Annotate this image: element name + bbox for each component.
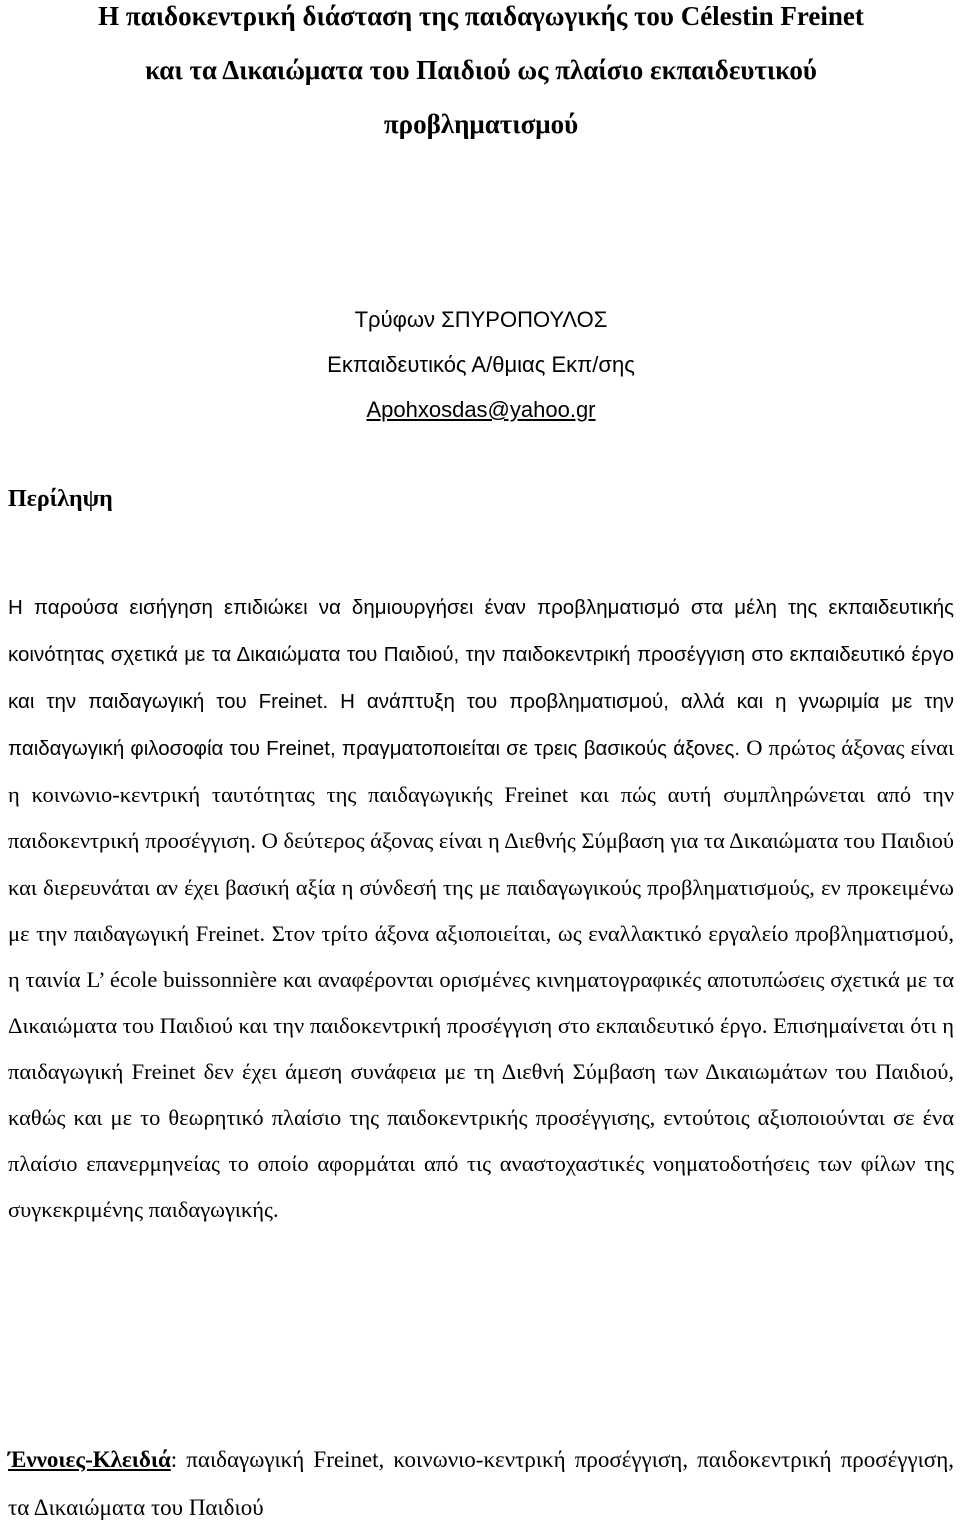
abstract-text-part-2: Ο πρώτος άξονας είναι η κοινωνιο-κεντρική ταυτότητας της παιδαγωγικής Freinet και πώς αυτή συμπληρώνεται από την παιδοκεντρική προσέγγιση. Ο δεύτερος άξονας είναι η Διεθνής Σύμβαση για τα Δικαιώματα του Παιδιού και διερευνάται αν έχει βασική αξία η σύνδεσή της με παιδαγωγικούς προβληματισμούς, εν προκειμένω με την παιδαγωγική Freinet. Στον τρίτο άξονα αξιοποιείται, ως εναλλακτικό εργαλείο προβληματισμού, η ταινία L’ école buissonnière και αναφέρονται ορισμένες κινηματογραφικές αποτυπώσεις σχετικά με τα Δικαιώματα του Παιδιού και την παιδοκεντρική προσέγγιση στο εκπαιδευτικό έργο. Επισημαίνεται ότι η παιδαγωγική Freinet δεν έχει άμεση συνάφεια με τη Διεθνή Σύμβαση των Δικαιωμάτων του Παιδιού, καθώς και με το θεωρητικό πλαίσιο της παιδοκεντρικής προσέγγισης, εντούτοις αξιοποιούνται σε ένα πλαίσιο επανερμηνείας το οποίο αφορμάται από τις αναστοχαστικές νοηματοδοτήσεις των φίλων της συγκεκριμένης παιδαγωγικής.: [8, 735, 954, 1223]
paper-title-line-3: προβληματισμού: [383, 109, 579, 139]
abstract-text-part-1: Η παρούσα εισήγηση επιδιώκει να δημιουργήσει έναν προβληματισμό στα μέλη της εκπαιδευτικής κοινότητας σχετικά με τα Δικαιώματα του Παιδιού, την παιδοκεντρική προσέγγιση στο εκπαιδευτικό έργο και την παιδαγωγική του Freinet. Η ανάπτυξη του προβληματισμού, αλλά και η γνωριμία με την παιδαγωγική φιλοσοφία του Freinet, πραγματοποιείται σε τρεις βασικούς άξονες.: [8, 596, 954, 761]
keywords-text: παιδαγωγική Freinet, κοινωνιο-κεντρική προσέγγιση, παιδοκεντρική προσέγγιση, τα Δικαιώματα του Παιδιού: [8, 1447, 954, 1520]
keywords-separator: :: [170, 1447, 178, 1472]
paper-title: [8, 0, 954, 151]
keywords-paragraph: [8, 1436, 954, 1532]
document-page: [8, 0, 954, 1520]
paper-title-line-2: και τα Δικαιώματα του Παιδιού ως πλαίσιο εκπαιδευτικού: [145, 55, 817, 85]
paper-title-line-1: Η παιδοκεντρική διάσταση της παιδαγωγικής του Célestin Freinet: [98, 1, 864, 31]
author-email-link[interactable]: Apohxosdas@yahoo.gr: [366, 397, 596, 422]
author-name: Τρύφων ΣΠΥΡΟΠΟΥΛΟΣ: [354, 307, 608, 332]
author-block: [8, 297, 954, 432]
abstract-paragraph: [8, 584, 954, 1233]
abstract-heading: Περίληψη: [8, 486, 113, 512]
keywords-label: Έννοιες-Κλειδιά: [8, 1447, 171, 1472]
author-role: Εκπαιδευτικός Α/θμιας Εκπ/σης: [327, 352, 635, 377]
